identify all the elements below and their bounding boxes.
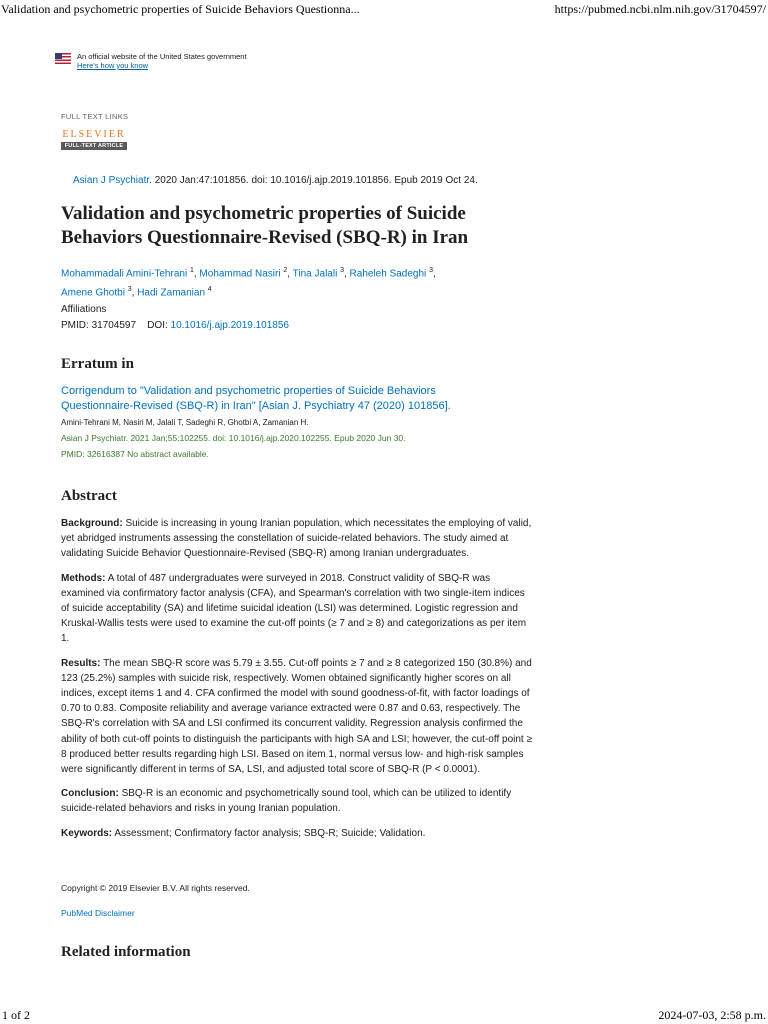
abstract-methods: Methods: A total of 487 undergraduates were surveyed in 2018. Construct validity of SBQ-R was examined via confirmatory factor analysis (CFA), and Spearman's correlation with two single-item indices of suicide acceptability (SA) and lifetime suicidal ideation (LSI) was determined. Logistic regression and Kruskal-Wallis tests were used to examine the cut-off points (≥ 7 and ≥ 8) and categorizations as per item 1. [61, 572, 527, 645]
author-affiliation-number[interactable]: 4 [207, 286, 212, 294]
doi-link[interactable]: 10.1016/j.ajp.2019.101856 [170, 320, 289, 331]
author-link[interactable]: Mohammadali Amini-Tehrani [61, 268, 188, 280]
authors-list: Mohammadali Amini-Tehrani $^1$, Mohammad Nasiri $^2$, Tina Jalali $^3$, Raheleh Sadeghi $^3$, Amene Ghotbi $^3$, Hadi Zamanian $^4$ [61, 267, 436, 299]
abstract-heading: Abstract [61, 488, 117, 504]
abstract-results: Results: The mean SBQ-R score was 5.79 ± 3.55. Cut-off points ≥ 7 and ≥ 8 categorized 150 (30.8%) and 123 (25.2%) samples with suicide risk, respectively. Women obtained significantly higher scores on all indices, except items 1 and 4. CFA confirmed the model with sound goodness-of-fit, with factor loadings of 0.70 to 0.83. Composite reliability and average variance extracted were 0.87 and 0.63, respectively. The SBQ-R's correlation with SA and LSI confirmed its concurrent validity. Regression analysis confirmed the ability of both cut-off points to distinguish the participants with high SA and LSI; however, the cut-off point ≥ 8 produced better results regarding high LSI. Based on item 1, normal versus low- and high-risk samples were significantly different in terms of SA, LSI, and adjusted total score of SBQ-R (P < 0.0001). [61, 657, 532, 776]
gov-banner-text: An official website of the United States government [77, 52, 247, 61]
print-page-number: 1 of 2 [2, 1008, 30, 1022]
citation [73, 175, 478, 186]
erratum-item [61, 384, 491, 459]
author-link[interactable]: Raheleh Sadeghi [349, 268, 427, 280]
related-information-heading: Related information [61, 944, 191, 960]
abstract-keywords: Keywords: Assessment; Confirmatory factor analysis; SBQ-R; Suicide; Validation. [61, 827, 426, 839]
full-text-article-badge: FULL-TEXT ARTICLE [61, 142, 127, 150]
author-affiliation-number[interactable]: 2 [283, 267, 288, 274]
print-page-title: Validation and psychometric properties of Suicide Behaviors Questionna... [1, 2, 360, 16]
heres-how-you-know-link[interactable]: Here's how you know [77, 61, 149, 70]
us-flag-icon [55, 53, 71, 64]
erratum-pmid: PMID: 32616387 No abstract available. [61, 449, 209, 459]
elsevier-full-text-link[interactable] [61, 130, 127, 150]
citation-details: 2020 Jan:47:101856. doi: 10.1016/j.ajp.2019.101856. Epub 2019 Oct 24. [154, 175, 478, 186]
full-text-links-label: FULL TEXT LINKS [61, 112, 129, 121]
pmid-label: PMID: [61, 320, 89, 331]
print-header [0, 2, 768, 16]
erratum-link[interactable]: Corrigendum to "Validation and psychometric properties of Suicide Behaviors Questionnaire-Revised (SBQ-R) in Iran" [Asian J. Psychiatry 47 (2020) 101856]. [61, 385, 451, 412]
author-affiliation-number[interactable]: 3 [429, 267, 433, 274]
erratum-heading: Erratum in [61, 356, 134, 372]
print-date: 2024-07-03, 2:58 p.m. [658, 1008, 766, 1022]
copyright: Copyright © 2019 Elsevier B.V. All rights reserved. [61, 883, 250, 893]
author-affiliation-number[interactable]: 1 [189, 267, 194, 274]
author-link[interactable]: Mohammad Nasiri [199, 268, 281, 280]
author-affiliation-number[interactable]: 3 [340, 267, 344, 274]
abstract-background: Background: Suicide is increasing in young Iranian population, which necessitates the employing of valid, yet abridged instruments assessing the constellation of suicide-related behaviors. The study aimed at validating Suicide Behavior Questionnaire-Revised (SBQ-R) among Iranian undergraduates. [61, 518, 532, 560]
erratum-authors: Amini-Tehrani M, Nasiri M, Jalali T, Sadeghi R, Ghotbi A, Zamanian H. [61, 418, 309, 427]
gov-banner [55, 52, 247, 70]
author-affiliation-number[interactable]: 3 [127, 286, 132, 294]
doi-label: DOI: [147, 320, 168, 331]
article-identifiers [61, 320, 289, 331]
abstract-conclusion: Conclusion: SBQ-R is an economic and psychometrically sound tool, which can be utilized to identify suicide-related behaviors and risks in young Iranian population. [61, 788, 512, 815]
print-footer [0, 1008, 768, 1022]
print-page-url: https://pubmed.ncbi.nlm.nih.gov/31704597/ [554, 2, 766, 16]
article-title: Validation and psychometric properties of Suicide Behaviors Questionnaire-Revised (SBQ-R) in Iran [61, 203, 469, 248]
erratum-citation: Asian J Psychiatr. 2021 Jan;55:102255. doi: 10.1016/j.ajp.2020.102255. Epub 2020 Jun 30. [61, 433, 406, 443]
pmid-value: 31704597 [91, 320, 137, 331]
author-link[interactable]: Tina Jalali [292, 268, 338, 280]
abstract-body [61, 516, 533, 850]
journal-link[interactable]: Asian J Psychiatr. [73, 175, 152, 186]
pubmed-disclaimer-link[interactable]: PubMed Disclaimer [61, 908, 135, 918]
elsevier-logo: ELSEVIER [62, 129, 126, 140]
affiliations-toggle[interactable]: Affiliations [61, 304, 107, 315]
author-link[interactable]: Amene Ghotbi [61, 287, 125, 299]
author-link[interactable]: Hadi Zamanian [137, 287, 205, 299]
